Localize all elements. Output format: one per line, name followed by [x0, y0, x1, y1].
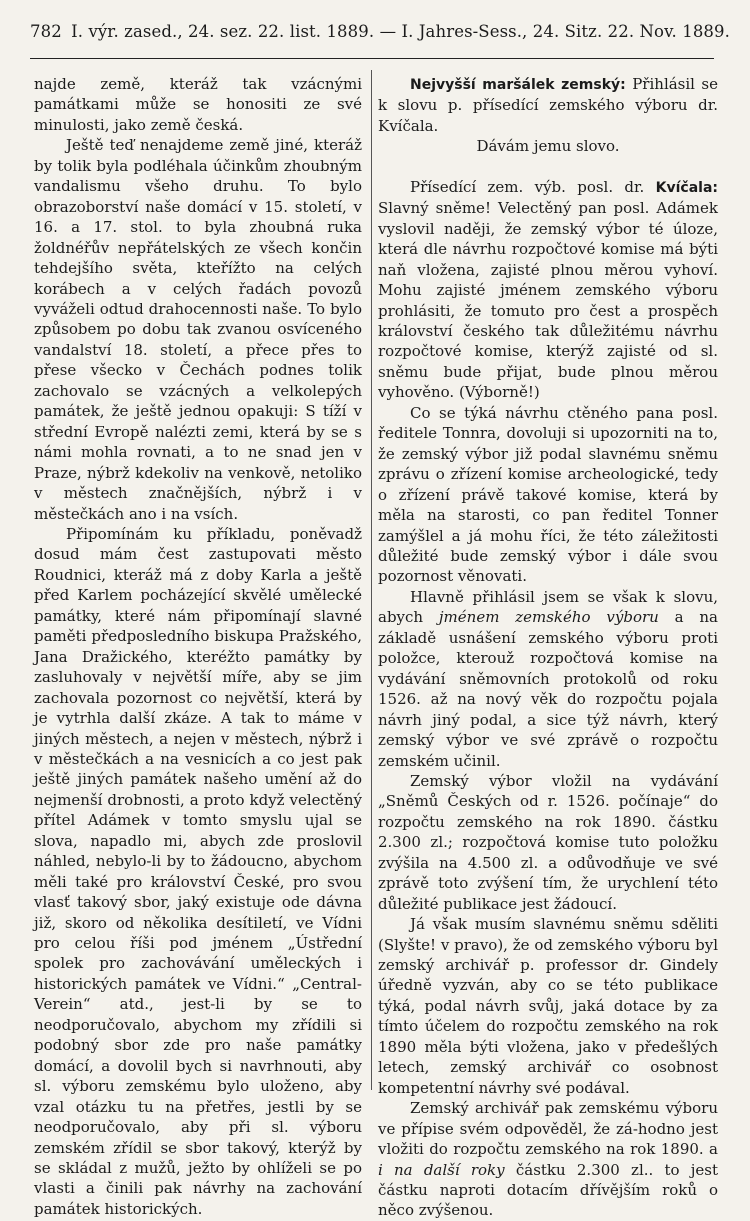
speaker-name: Nejvyšší maršálek zemský:: [410, 77, 626, 93]
header-rule: [30, 58, 714, 59]
speaker-title: Přísedící zem. výb. posl. dr.: [410, 177, 645, 196]
speaker-name: Kvíčala:: [655, 179, 718, 196]
italic-phrase: i na další roky: [378, 1160, 505, 1179]
paragraph: Dávám jemu slovo.: [476, 137, 620, 156]
paragraph: [378, 177, 718, 403]
paragraph-text: částku 2.300 zl.. to jest částku naproti dotacím dřívějším roků o něco zvýšenou.: [378, 1160, 718, 1220]
paragraph-text: Zemský archivář pak zemskému výboru ve přípise svém odpověděl, že zá-hodno jest vložiti do rozpočtu zemského na rok 1890. a: [378, 1099, 718, 1159]
column-divider: [371, 70, 372, 1090]
italic-phrase: jménem zemského výboru: [438, 608, 659, 627]
header-title-german: I. Jahres-Sess., 24. Sitz. 22. Nov. 1889.: [401, 22, 730, 41]
paragraph: Ještě teď nenajdeme země jiné, kteráž by tolik byla podléhala účinkům zhoubným vandalismu všeho druhu. To bylo obrazoborství naše domácí v 15. století, v 16. a 17. stol. to byla zhoubná ruka žoldnéřův nepřátelských ze všech končin tehdejšího světa, kteřížto na celých korábech a v celých řadách povozů vyváželi odtud drahocennosti naše. To bylo způsobem po dobu tak zvanou osvíceného vandalství 18. století, a přece přes to přese všecko v Čechách podnes tolik zachovalo se vzácných a velkolepých památek, že ještě jednou opakuji: S tíží v střední Evropě nalézti zemi, která by se s námi mohla rovnati, a to ne snad jen v Praze, nýbrž kdekoliv na venkově, netoliko v městech značnějších, nýbrž i v městečkách ano i na vsích.: [34, 136, 362, 523]
paragraph-text: Hlavně přihlásil jsem se však k slovu, abych: [378, 587, 718, 627]
paragraph: najde země, kteráž tak vzácnými památkami může se honositi ze své minulosti, jako země česká.: [34, 75, 362, 134]
page-number: 782: [30, 22, 62, 41]
header-dash: —: [379, 22, 397, 41]
left-column: [34, 74, 362, 1219]
paragraph: [378, 587, 718, 771]
paragraph-text: Přihlásil se k slovu p. přísedící zemského výboru dr. Kvíčala.: [378, 75, 718, 135]
paragraph-text: Slavný sněme! Velectěný pan posl. Adámek vyslovil naději, že zemský výbor té úloze, která dle návrhu rozpočtové komise má býti naň vložena, zajisté plnou měrou vyhoví. Mohu zajisté jménem zemského výboru prohlásiti, že tomuto pro čest a prospěch království českého tak důležitému návrhu rozpočtové komise, kterýž zajisté od sl. sněmu bude přijat, bude plnou měrou vyhověno. (Výborně!): [378, 199, 718, 402]
running-header: [30, 22, 730, 41]
paragraph: [378, 74, 718, 136]
right-column: [378, 74, 718, 1221]
header-title-czech: I. výr. zased., 24. sez. 22. list. 1889.: [71, 22, 375, 41]
paragraph: Zemský výbor vložil na vydávání „Sněmů Českých od r. 1526. počínaje“ do rozpočtu zemského na rok 1890. částku 2.300 zl.; rozpočtová komise tuto položku zvýšila na 4.500 zl. a odůvodňuje ve své zprávě toto zvýšení tím, že urychlení této důležité publikace jest žádoucí.: [378, 771, 718, 913]
paragraph: Co se týká návrhu ctěného pana posl. ředitele Tonnra, dovoluji si upozorniti na to, že zemský výbor již podal slavnému sněmu zprávu o zřízení komise archeologické, tedy o zřízení právě takové komise, která by měla na starosti, co pan ředitel Tonner zamýšlel a já mohu říci, že této záležitosti důležité bude zemský výbor i dále svou pozornost věnovati.: [378, 403, 718, 586]
paragraph-text: a na základě usnášení zemského výboru proti položce, kterouž rozpočtová komise na vydávání sněmovních protokolů od roku 1526. až na nový věk do rozpočtu pojala návrh jiný podal, a sice týž návrh, který zemský výbor ve své zprávě o rozpočtu zemském učinil.: [378, 608, 718, 770]
paragraph: Já však musím slavnému sněmu sděliti (Slyšte! v pravo), že od zemského výboru byl zemský archivář p. professor dr. Gindely úředně vyzván, aby co se této publikace týká, podal návrh svůj, jaká dotace by za tímto účelem do rozpočtu zemského na rok 1890 měla býti vložena, jako v předešlých letech, zemský archivář co osobnost kompetentní návrhy své podával.: [378, 915, 718, 1097]
paragraph: Připomínám ku příkladu, poněvadž dosud mám čest zastupovati město Roudnici, kteráž má z doby Karla a ještě před Karlem pocházející skvělé umělecké památky, které nám připomínají slavné paměti předposledního biskupa Pražského, Jana Dražického, kteréžto památky by zasluhovaly v největší míře, aby se jim zachovala pozornost co největší, která by je vytrhla další zkáze. A tak to máme v jiných městech, a nejen v městech, nýbrž i v městečkách a na vesnicích a co jest pak ještě jiných památek našeho umění až do nejmenší drobnosti, a proto když velectěný přítel Adámek v tomto smyslu ujal se slova, napadlo mi, abych zde proslovil náhled, nebylo-li by to žádoucno, abychom měli také pro království České, pro svou vlasť takový sbor, jaký existuje ode dávna již, skoro od několika desítiletí, ve Vídni pro celou říši pod jménem „Ústřední spolek pro zachovávání uměleckých i historických památek ve Vídni.“ „Central-Verein“ atd., jest-li by se to neodporučovalo, abychom my zřídili si podobný sbor zde pro naše památky domácí, a dovolil bych si navrhnouti, aby sl. výboru zemskému bylo uloženo, aby vzal otázku tu na přetřes, jestli by se neodporučovalo, aby při sl. výboru zemském zřídil se sbor takový, kterýž by se skládal z mužů, ježto by ohlíželi se po vlasti a činili pak návrhy na zachování památek historických.: [34, 524, 362, 1218]
